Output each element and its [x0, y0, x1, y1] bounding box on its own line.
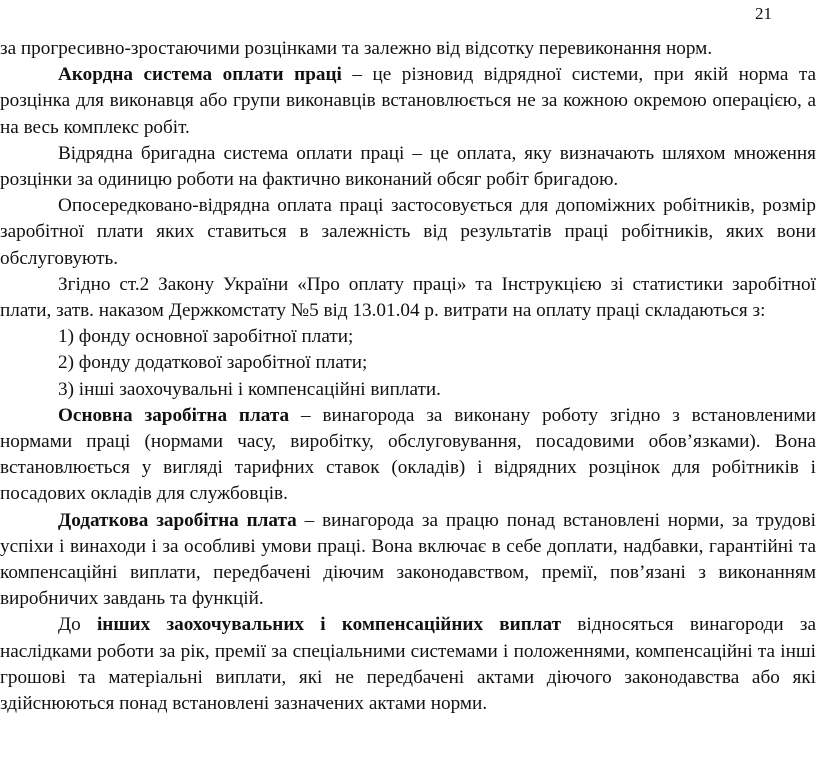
list-item: 1) фонду основної заробітної плати; [58, 326, 354, 348]
paragraph-lump-sum-system [0, 62, 816, 141]
prefix-other-incentive-payments: До [58, 614, 97, 636]
term-additional-salary: Додаткова заробітна плата [58, 509, 297, 531]
list-item: 2) фонду додаткової заробітної плати; [58, 352, 368, 374]
body-text [0, 36, 816, 717]
definition-basic-salary: – винагорода за виконану роботу згідно з встановленими нормами праці (нормами часу, виробітку, обслуговування, посадовими обов’язками). Вона встановлюється у вигляді тарифних ставок (окладів) і відрядних розцінок для робітників і посадових окладів для службовців. [0, 404, 816, 505]
paragraph-brigade-piecework: Відрядна бригадна система оплати праці – це оплата, яку визначають шляхом множення розцінки за одиницю роботи на фактично виконаний обсяг робіт бригадою. [0, 142, 816, 191]
paragraph-continuation: за прогресивно-зростаючими розцінками та залежно від відсотку перевиконання норм. [0, 38, 713, 59]
paragraph-law-reference: Згідно ст.2 Закону України «Про оплату праці» та Інструкцією зі статистики заробітної плати, затв. наказом Держкомстату №5 від 13.01.04 р. витрати на оплату праці складаються з: [0, 273, 816, 322]
paragraph-basic-salary [0, 403, 816, 508]
paragraph-indirect-piecework: Опосередковано-відрядна оплата праці застосовується для допоміжних робітників, розмір заробітної плати яких ставиться в залежність від результатів праці робітників, яких вони обслуговують. [0, 195, 816, 269]
definition-additional-salary: – винагорода за працю понад встановлені норми, за трудові успіхи і винаходи і за особливі умови праці. Вона включає в себе доплати, надбавки, гарантійні та компенсаційні виплати, передбачені діючим законодавством, премії, пов’язані з виконанням виробничих завдань та функцій. [0, 509, 816, 610]
paragraph-other-incentive-payments [0, 612, 816, 717]
term-basic-salary: Основна заробітна плата [58, 404, 290, 426]
list-item: 3) інші заохочувальні і компенсаційні виплати. [58, 378, 441, 400]
term-lump-sum-system: Акордна система оплати праці [58, 64, 342, 86]
term-other-incentive-payments: інших заохочувальних і компенсаційних виплат [96, 614, 562, 636]
page-number: 21 [755, 4, 772, 23]
definition-lump-sum-system: – це різновид відрядної системи, при якій норма та розцінка для виконавця або групи виконавців встановлюється не за кожною окремою операцією, а на весь комплекс робіт. [0, 64, 816, 138]
definition-other-incentive-payments: відносяться винагороди за наслідками роботи за рік, премії за спеціальними системами і положеннями, компенсаційні та інші грошові та матеріальні виплати, які не передбачені актами діючого законодавства або які здійснюються понад встановлені зазначених актами норми. [0, 614, 816, 715]
paragraph-additional-salary [0, 508, 816, 613]
